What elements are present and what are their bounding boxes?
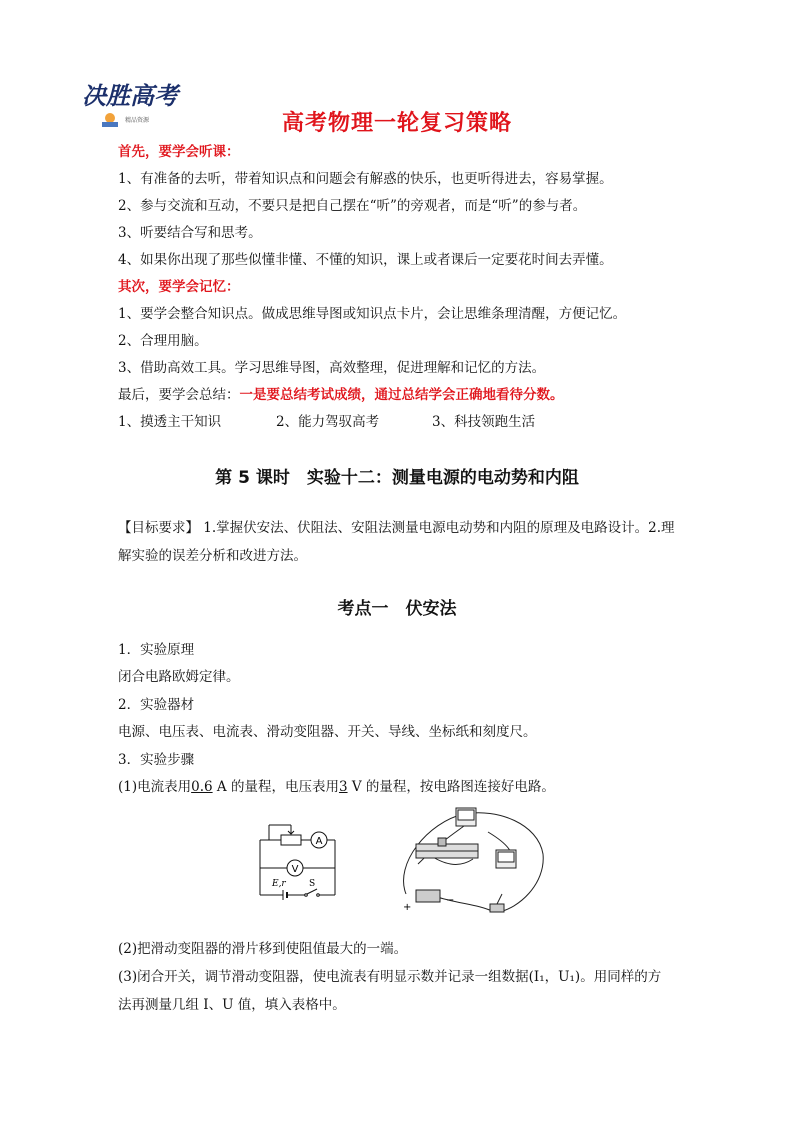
apparatus-illustration <box>398 804 548 920</box>
objective-text: 1.掌握伏安法、伏阻法、安阻法测量电源电动势和内阻的原理及电路设计。2.理解实验的误差分析和改进方法。 <box>118 520 675 564</box>
memory-heading: 其次，要学会记忆： <box>118 279 240 295</box>
step-3-line-2: 法再测量几组 I、U 值，填入表格中。 <box>118 997 346 1013</box>
goals-line <box>118 413 535 431</box>
voltmeter-range: 3 <box>338 779 348 795</box>
logo-text: 决胜高考 <box>82 81 178 110</box>
logo-subtext: 精品资源 <box>125 117 150 124</box>
listen-item-4: 4、如果你出现了那些似懂非懂、不懂的知识，课上或者课后一定要花时间去弄懂。 <box>118 252 613 268</box>
steps-heading: 3．实验步骤 <box>118 752 195 768</box>
source-label: E,r <box>272 879 286 889</box>
listen-item-3: 3、听要结合写和思考。 <box>118 225 262 241</box>
memory-item-3: 3、借助高效工具。学习思维导图，高效整理，促进理解和记忆的方法。 <box>118 360 546 376</box>
memory-item-1: 1、要学会整合知识点。做成思维导图或知识点卡片，会让思维条理清醒，方便记忆。 <box>118 306 627 322</box>
step-1-text-c: V 的量程，按电路图连接好电路。 <box>347 779 555 795</box>
goal-3: 3、科技领跑生活 <box>432 414 536 430</box>
objective-paragraph <box>118 514 678 570</box>
lesson-title: 第 5 课时 实验十二：测量电源的电动势和内阻 <box>215 468 579 488</box>
step-1-text-b: A 的量程，电压表用 <box>212 779 339 795</box>
plus-terminal-label: + <box>403 902 412 913</box>
listen-heading: 首先，要学会听课： <box>118 144 240 160</box>
equipment-body: 电源、电压表、电流表、滑动变阻器、开关、导线、坐标纸和刻度尺。 <box>118 724 537 740</box>
summary-prefix: 最后，要学会总结： <box>118 387 240 403</box>
section-title: 考点一 伏安法 <box>337 599 457 619</box>
objective-label: 【目标要求】 <box>118 520 199 536</box>
step-1-text-a: (1)电流表用 <box>118 779 192 795</box>
ammeter-label: A <box>315 836 323 847</box>
equipment-heading: 2．实验器材 <box>118 697 195 713</box>
listen-item-1: 1、有准备的去听，带着知识点和问题会有解惑的快乐，也更听得进去，容易掌握。 <box>118 171 613 187</box>
principle-body: 闭合电路欧姆定律。 <box>118 669 240 685</box>
step-3-line-1: (3)闭合开关，调节滑动变阻器，使电流表有明显示数并记录一组数据(I₁，U₁)。用同样的方 <box>118 969 662 985</box>
step-2: (2)把滑动变阻器的滑片移到使阻值最大的一端。 <box>118 941 408 957</box>
goal-1: 1、摸透主干知识 <box>118 414 222 430</box>
minus-terminal-label: − <box>446 895 455 906</box>
goal-2: 2、能力驾驭高考 <box>276 414 380 430</box>
voltmeter-label: V <box>291 864 299 875</box>
summary-highlight: 一是要总结考试成绩，通过总结学会正确地看待分数。 <box>239 387 564 403</box>
page-title: 高考物理一轮复习策略 <box>281 111 512 136</box>
ammeter-range: 0.6 <box>191 779 213 795</box>
circuit-schematic <box>255 820 350 905</box>
summary-line <box>118 386 564 404</box>
step-1 <box>118 778 555 796</box>
switch-label: S <box>309 879 316 889</box>
listen-item-2: 2、参与交流和互动，不要只是把自己摆在“听”的旁观者，而是“听”的参与者。 <box>118 198 587 214</box>
memory-item-2: 2、合理用脑。 <box>118 333 208 349</box>
principle-heading: 1．实验原理 <box>118 642 195 658</box>
